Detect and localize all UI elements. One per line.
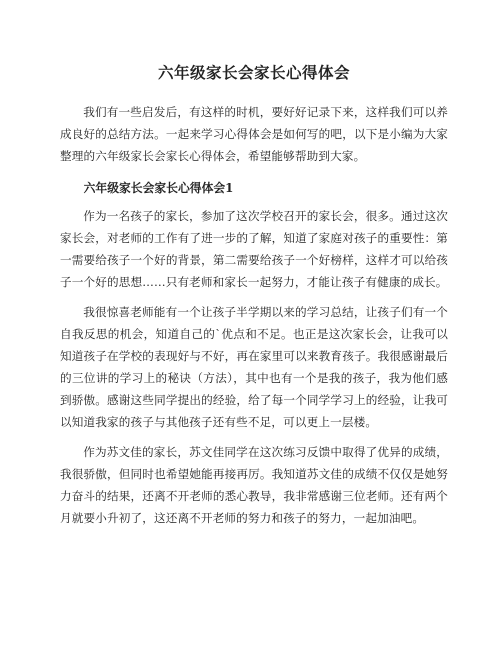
body-paragraph-1: 作为一名孩子的家长，参加了这次学校召开的家长会，很多。通过这次家长会，对老师的工作有了进一步的了解，知道了家庭对孩子的重要性：第一需要给孩子一个好的背景，第二需要给孩子一个好榜样，这样才可以给孩子一个好的思想……只有老师和家长一起努力，才能让孩子有健康的成长。 bbox=[60, 209, 448, 289]
intro-paragraph: 我们有一些启发后，有这样的时机，要好好记录下来，这样我们可以养成良好的总结方法。一起来学习心得体会是如何写的吧，以下是小编为大家整理的六年级家长会家长心得体会，希望能够帮助到大家。 bbox=[60, 105, 448, 163]
body-paragraph-2: 我很惊喜老师能有一个让孩子半学期以来的学习总结，让孩子们有一个自我反思的机会，知道自己的`优点和不足。也正是这次家长会，让我可以知道孩子在学校的表现好与不好，再在家里可以来教育孩子。我很感谢最后的三位讲的学习上的秘诀（方法），其中也有一个是我的孩子，我为他们感到骄傲。感谢这些同学提出的经验，给了每一个同学学习上的经验，让我可以知道我家的孩子与其他孩子还有些不足，可以更上一层楼。 bbox=[60, 305, 448, 429]
section-heading: 六年级家长会家长心得体会1 bbox=[83, 181, 234, 195]
body-paragraph-3: 作为苏文佳的家长，苏文佳同学在这次练习反馈中取得了优异的成绩，我很骄傲，但同时也希望她能再接再厉。我知道苏文佳的成绩不仅仅是她努力奋斗的结果，还离不开老师的悉心教导，我非常感谢三位老师。还有两个月就要小升初了，这还离不开老师的努力和孩子的努力，一起加油吧。 bbox=[60, 445, 448, 525]
document-title: 六年级家长会家长心得体会 bbox=[157, 63, 350, 82]
